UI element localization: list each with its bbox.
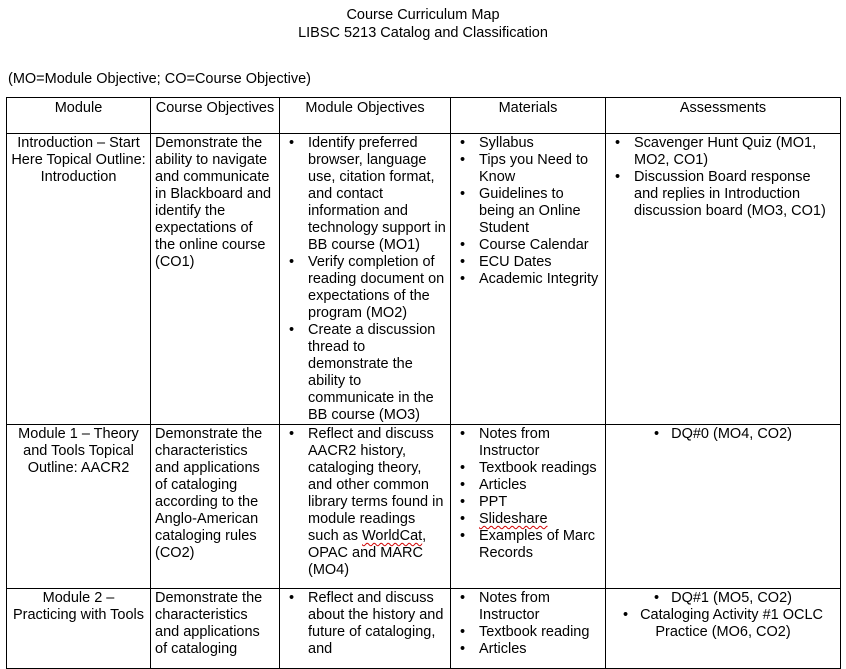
objective-text-start: Reflect and discuss AACR2 history, cataloging theory, and other common library terms found in module readings such as	[308, 426, 444, 544]
list-item: • Tips you Need to Know	[455, 152, 601, 186]
table-row	[7, 425, 841, 589]
list-item: • DQ#1 (MO5, CO2)	[654, 590, 792, 606]
assessments-cell	[606, 134, 841, 425]
list-item: • Examples of Marc Records	[455, 528, 601, 562]
list-item: • Notes from Instructor	[455, 590, 601, 624]
bullet-icon: •	[654, 426, 660, 442]
list-item	[284, 426, 446, 579]
list-item: • Syllabus	[455, 135, 601, 152]
table-row	[7, 589, 841, 669]
list-item: • Reflect and discuss about the history and future of cataloging, and	[284, 590, 446, 658]
list-item: • Cataloging Activity #1 OCLC Practice (MO6, CO2)	[622, 607, 824, 640]
list-item: • Articles	[455, 477, 601, 494]
list-item: • Create a discussion thread to demonstrate the ability to communicate in the BB course (MO3)	[284, 322, 446, 424]
list-item: • Guidelines to being an Online Student	[455, 186, 601, 237]
header-module-objectives: Module Objectives	[280, 98, 451, 134]
materials-cell	[451, 134, 606, 425]
assessments-cell	[606, 425, 841, 589]
module-cell: Module 2 – Practicing with Tools	[7, 589, 151, 669]
bullet-icon: •	[622, 607, 629, 623]
list-item	[455, 511, 601, 528]
objective-text-end: , OPAC and MARC (MO4)	[308, 528, 427, 578]
abbreviation-legend: (MO=Module Objective; CO=Course Objective)	[8, 71, 311, 87]
table-header-row	[7, 98, 841, 134]
list-item: • Academic Integrity	[455, 271, 601, 288]
bullet-icon: •	[654, 590, 660, 606]
header-materials: Materials	[451, 98, 606, 134]
list-item: • Notes from Instructor	[455, 426, 601, 460]
course-objective-cell: Demonstrate the characteristics and applications of cataloging	[151, 589, 280, 669]
course-objective-cell: Demonstrate the ability to navigate and communicate in Blackboard and identify the expectations of the online course (CO1)	[151, 134, 280, 425]
materials-cell	[451, 589, 606, 669]
list-item: • ECU Dates	[455, 254, 601, 271]
module-objectives-cell	[280, 425, 451, 589]
assessments-cell	[606, 589, 841, 669]
materials-cell	[451, 425, 606, 589]
list-item: • Textbook reading	[455, 624, 601, 641]
module-objectives-cell	[280, 589, 451, 669]
spellcheck-word: Slideshare	[479, 511, 548, 527]
course-objective-cell: Demonstrate the characteristics and applications of cataloging according to the Anglo-American cataloging rules (CO2)	[151, 425, 280, 589]
spellcheck-word: WorldCat	[362, 528, 423, 544]
list-item: • Discussion Board response and replies in Introduction discussion board (MO3, CO1)	[610, 169, 836, 220]
list-item: • DQ#0 (MO4, CO2)	[654, 426, 792, 442]
list-item: • Articles	[455, 641, 601, 658]
list-item: • Verify completion of reading document on expectations of the program (MO2)	[284, 254, 446, 322]
curriculum-table	[6, 97, 841, 669]
list-item: • Course Calendar	[455, 237, 601, 254]
list-item: • Identify preferred browser, language use, citation format, and contact information and technology support in BB course (MO1)	[284, 135, 446, 254]
document-subtitle: LIBSC 5213 Catalog and Classification	[298, 25, 548, 41]
module-cell: Introduction – Start Here Topical Outline: Introduction	[7, 134, 151, 425]
list-item: • PPT	[455, 494, 601, 511]
header-assessments: Assessments	[606, 98, 841, 134]
table-row	[7, 134, 841, 425]
module-objectives-cell	[280, 134, 451, 425]
list-item: • Scavenger Hunt Quiz (MO1, MO2, CO1)	[610, 135, 836, 169]
document-title: Course Curriculum Map	[346, 7, 500, 23]
list-item: • Textbook readings	[455, 460, 601, 477]
header-module: Module	[7, 98, 151, 134]
header-course-objectives: Course Objectives	[151, 98, 280, 134]
module-cell: Module 1 – Theory and Tools Topical Outline: AACR2	[7, 425, 151, 589]
